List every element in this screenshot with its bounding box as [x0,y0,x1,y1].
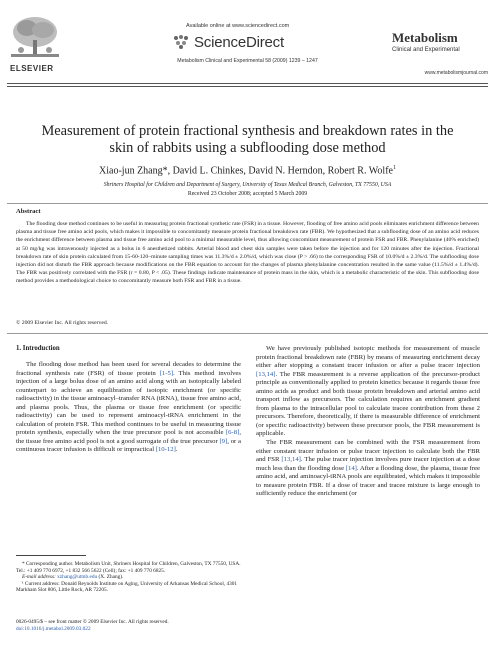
sciencedirect-icon [172,34,190,50]
email-link[interactable]: xzhang@utmb.edu [57,574,98,581]
author-footnote-mark: 1 [392,165,396,171]
abstract-rule-top [7,203,488,204]
journal-masthead [392,30,488,53]
article-dates: Received 23 October 2008; accepted 5 March 2009 [187,191,308,197]
footnote-current-address: ¹ Current address: Donald Reynolds Institute on Aging, University of Arkansas Medical School, 4301 Markham Slot 806, Little Rock, AR 72205. [16,580,238,594]
author-affiliation: Shriners Hospital for Children and Department of Surgery, University of Texas Medical Branch, Galveston, TX 77550, USA [103,182,392,188]
abstract-heading: Abstract [16,208,41,215]
footnote-email: E-mail address: xzhang@utmb.edu (X. Zhang). [22,574,124,581]
sciencedirect-wordmark: ScienceDirect [194,34,284,51]
citation-link[interactable]: [1-5] [159,369,174,377]
citation-link[interactable]: [10-12] [155,446,176,454]
available-online-text: Available online at www.sciencedirect.com [186,23,290,29]
issn-line: 0026-0495/$ – see front matter © 2009 Elsevier Inc. All rights reserved. [16,619,169,625]
footnote-rule [16,555,86,556]
citation-link[interactable]: [13,14] [281,456,301,464]
elsevier-tree-logo [7,14,63,60]
intro-paragraph-3: The FBR measurement can be combined with the FSR measurement from either constant tracer infusion or pulse tracer injection to calculate both the FBR and FSR [13,14]. The pulse tracer injection involves pure tracer injection at a dose much less than the flooding dose [14]. After a flooding dose, the plasma, tissue free amino acid, and aminoacyl-tRNA pools are equilibrated, which makes it impossible to measure protein FBR. If a dose of tracer and tracee mixture is large enough to sufficiently reduce the enrichment (or [256,439,480,498]
right-column [256,345,480,499]
journal-name: Metabolism [392,30,458,45]
article-title: Measurement of protein fractional synthesis and breakdown rates in the skin of rabbits using a subflooding dose method [41,123,454,156]
doi-link[interactable]: doi:10.1016/j.metabol.2009.03.022 [16,626,91,633]
header-rule-bottom [7,86,488,87]
section-heading-introduction: 1. Introduction [16,345,60,352]
citation-link[interactable]: [6-8] [225,429,240,437]
article-authors [0,165,495,176]
footnotes [16,561,241,594]
citation-link[interactable]: [9] [219,437,228,445]
abstract-rule-bottom [7,333,488,334]
abstract-copyright: © 2009 Elsevier Inc. All rights reserved. [16,320,109,326]
author-list: Xiao-jun Zhang*, David L. Chinkes, David N. Herndon, Robert R. Wolfe [99,165,393,177]
header-rule-top [7,83,488,84]
intro-paragraph-2: We have previously published isotopic methods for measurement of muscle protein fractional breakdown rate (FBR) by means of measuring enrichment decay either after stopping a constant tracer infusion or after a pulse tracer injection [13,14]. The FBR measurement is a reverse application of the precursor-product principle as conventionally applied to protein kinetics because it regards tissue free amino acids as product and both tissue protein breakdown and arterial amino acid transport inflow as precursors. The calculation requires an enrichment gradient from plasma to the intracellular pool to calculate tracee contribution from these 2 precursors. Therefore, theoretically, if there is measurable difference of enrichment (or specific radioactivity) between these precursor pools, the FBR measurement is applicable. [256,345,480,438]
citation-link[interactable]: [13,14] [256,370,276,378]
left-column [16,361,241,455]
front-matter-info [16,619,169,634]
footnote-corresponding-author: * Corresponding author. Metabolism Unit, Shriners Hospital for Children, Galveston, TX 77550, USA. Tel.: +1 409 770 6972, +1 832 566 5622 (Cell); fax: +1 409 770 6825. [16,561,241,574]
journal-citation: Metabolism Clinical and Experimental 58 (2009) 1239 – 1247 [177,58,318,64]
intro-paragraph-1: The flooding dose method has been used for several decades to determine the fractional synthesis rate (FSR) of tissue protein [1-5]. This method involves injection of a large bolus dose of an amino acid along with an isotopically labeled counterpart to achieve an equilibration of isotopic enrichment (or specific radioactivity) in the tissue aminoacyl–transfer RNA (tRNA), tissue free amino acid, and plasma pools. Thus, the plasma or tissue free enrichment (or specific radioactivity) can be used to represent aminoacyl-tRNA enrichment in the calculation of protein FSR. This method continues to be useful in measuring tissue protein synthesis, especially when the true precursor pool is not accessible [6-8], the tissue free amino acid pool is not a good surrogate of the true precursor [9], or a continuous tracer infusion is difficult or impractical [10-12]. [16,361,241,454]
publisher-name: ELSEVIER [10,64,54,73]
abstract-text: The flooding dose method continues to be useful in measuring protein fractional synthetic rate (FSR) in a tissue. However, flooding of free amino acid pools eliminates enrichment difference between plasma and tissue free amino acid pools, which makes it impossible to concomitantly measure protein fractional breakdown rate (FBR). We hypothesized that a subflooding dose of an amino acid reduces the enrichment difference between plasma and tissue free amino acid pool to a minimal measurable level, thus allowing concomitant measurement of protein FSR and FBR. Phenylalanine (40% enriched) at 50 mg/kg was intravenously injected as a bolus in 6 anesthetized rabbits. Arterial blood and chest skin samples were taken before the injection and for 120 minutes after the injection. Fractional breakdown rate of skin protein calculated from 15-60-120–minute sampling times was 11.3%/d ± 2.0%/d, which was close (P > .66) to the corresponding FSR of 10.0%/d ± 2.3%/d. The subflooding dose injection did not disturb the FBR approach because modifications on the FBR equation to account for the changes of plasma phenylalanine concentration resulted in the same value (11.5%/d ± 1.4%/d). The FBR was positively correlated with the FSR (r = 0.80, P < .05). These findings indicate maintenance of protein mass in the skin, which is a metabolic characteristic of the skin. This subflooding dose method provides a methodological choice to concomitantly measure both FSR and FBR in a tissue. [16,221,479,285]
citation-link[interactable]: [14] [345,464,357,472]
page-header [0,0,495,84]
journal-url[interactable]: www.metabolismjournal.com [424,70,488,76]
journal-subtitle: Clinical and Experimental [392,47,460,53]
